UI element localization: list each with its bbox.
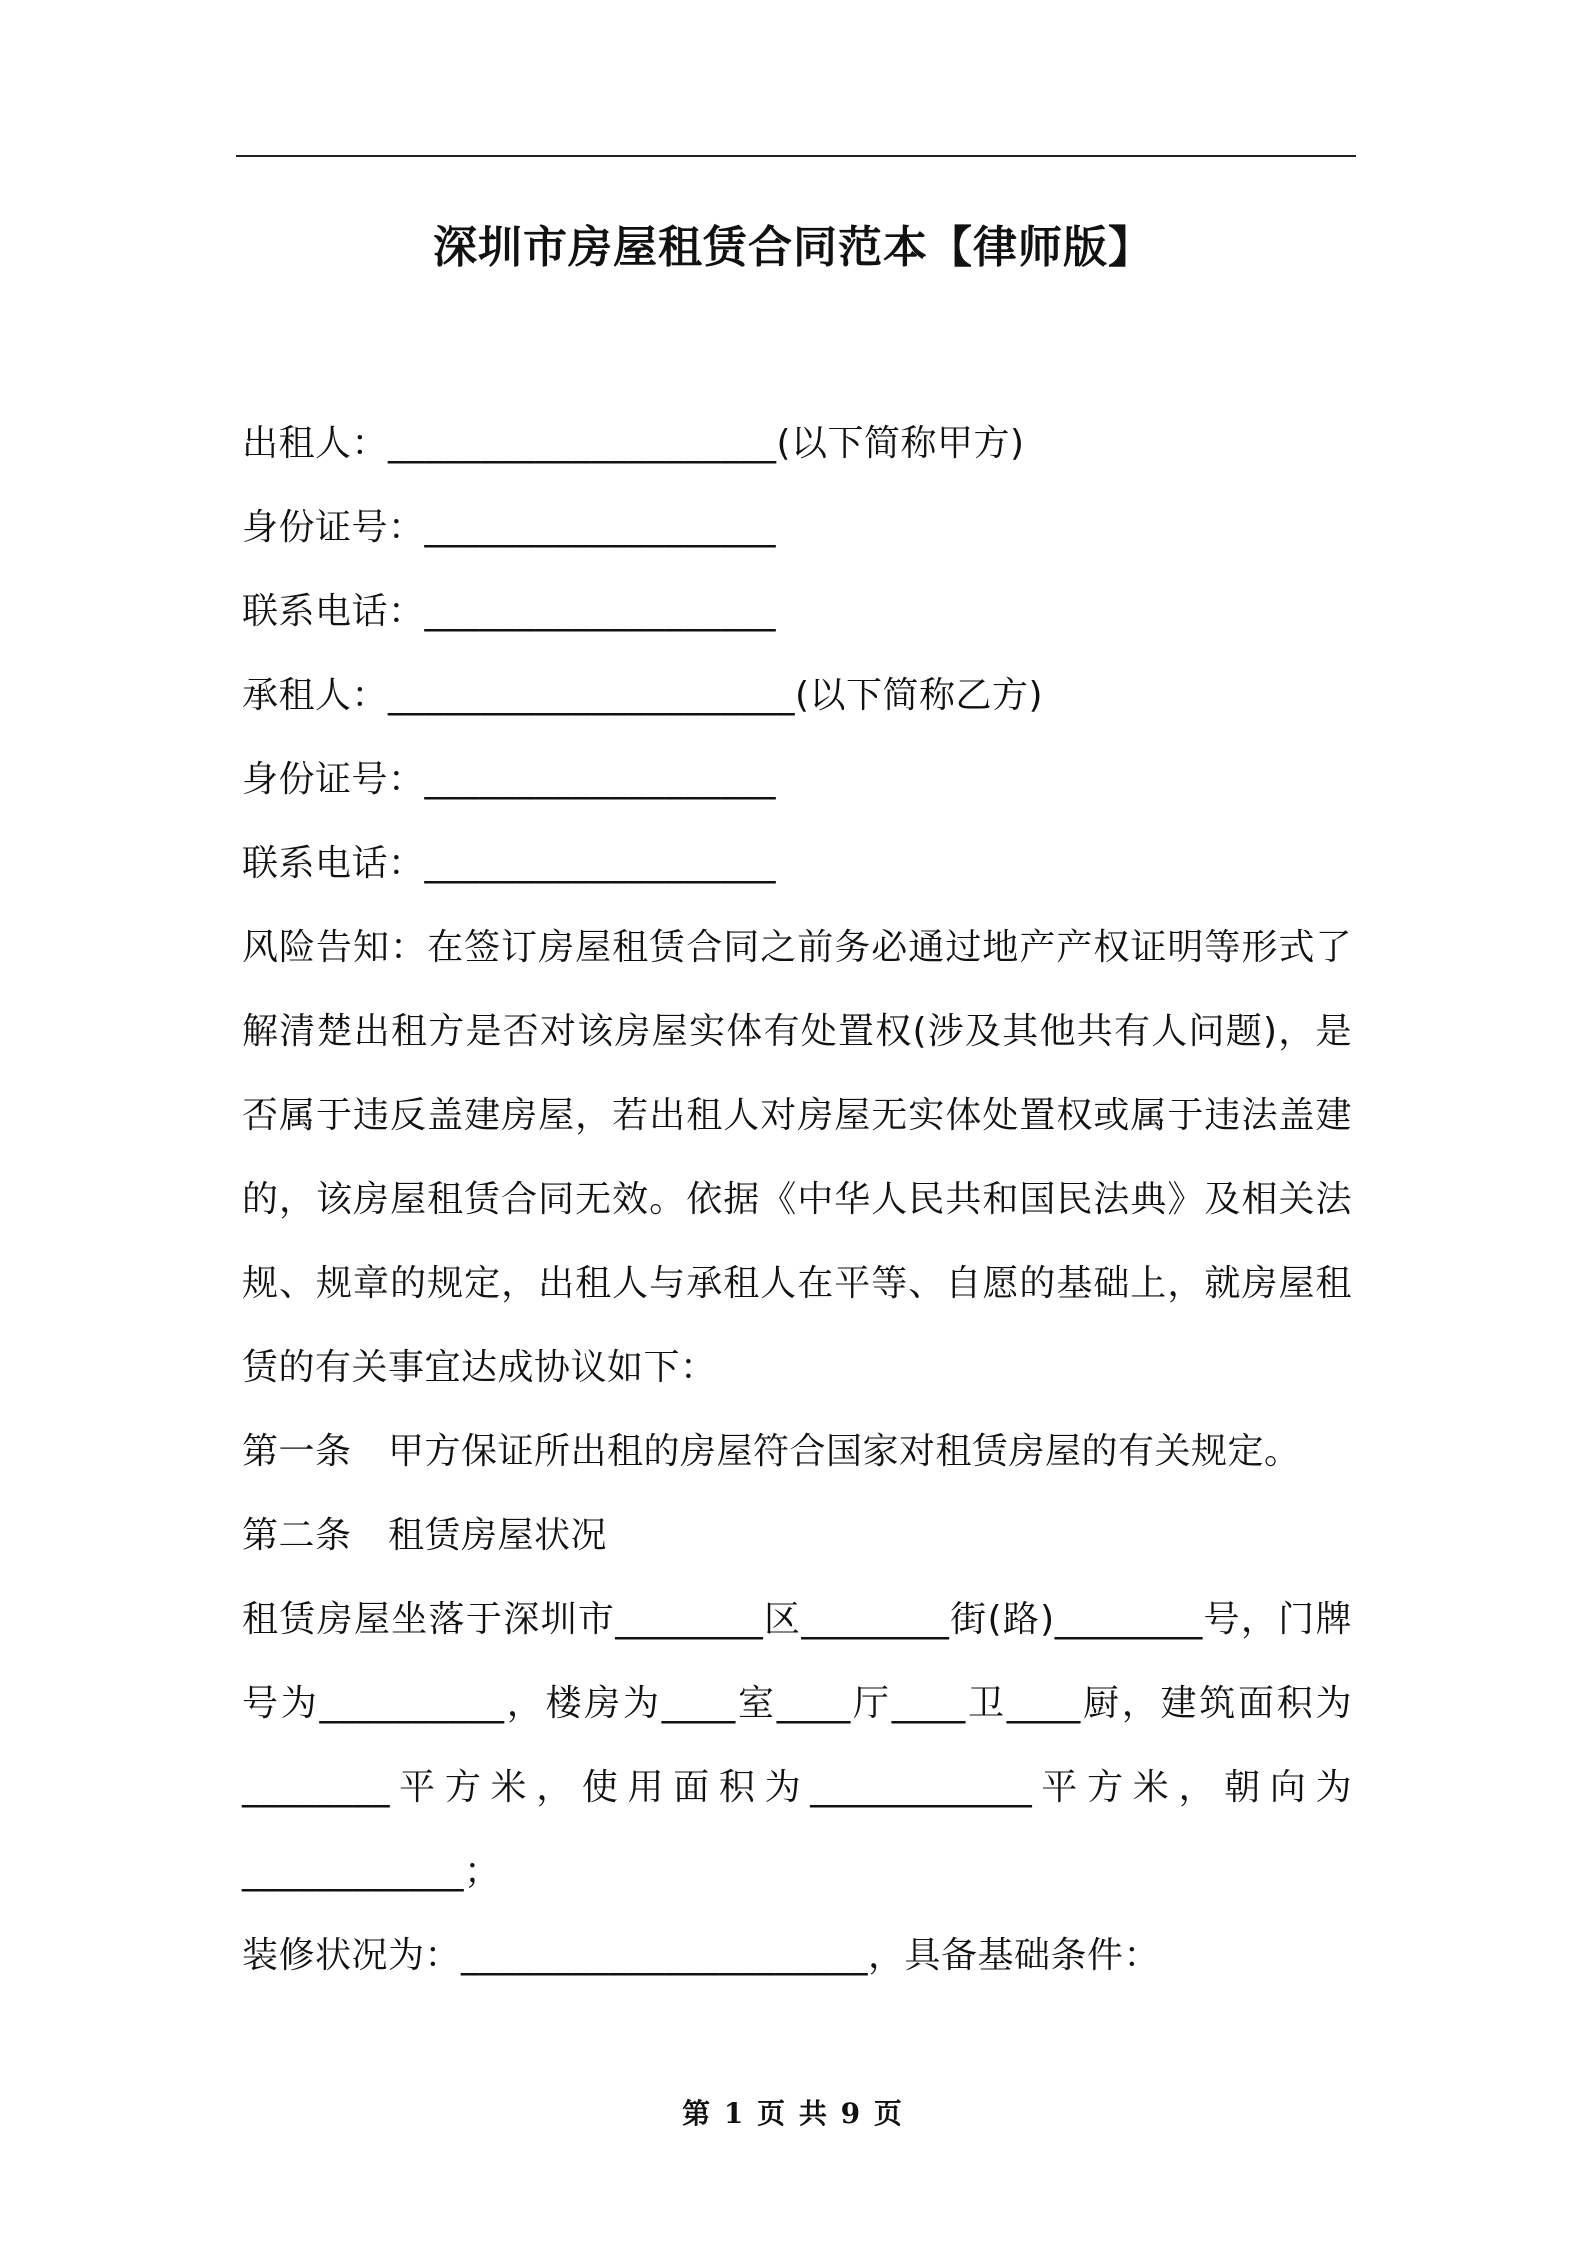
document-title: 深圳市房屋租赁合同范本【律师版】	[433, 222, 1153, 273]
lessee-id-line: 身份证号：___________________	[242, 759, 777, 800]
article-2-heading: 第二条 租赁房屋状况	[242, 1515, 608, 1556]
page-indicator: 第 1 页 共 9 页	[682, 2097, 904, 2130]
lessee-phone-line: 联系电话：___________________	[242, 843, 777, 884]
lessee-name-line: 承租人：______________________(以下简称乙方)	[242, 675, 1044, 716]
risk-notice-paragraph: 风险告知：在签订房屋租赁合同之前务必通过地产产权证明等形式了解清楚出租方是否对该房屋实体有处置权(涉及其他共有人问题)，是否属于违反盖建房屋，若出租人对房屋无实体处置权或属于违法盖建的，该房屋租赁合同无效。依据《中华人民共和国民法典》及相关法规、规章的规定，出租人与承租人在平等、自愿的基础上，就房屋租赁的有关事宜达成协议如下：	[242, 927, 1352, 1388]
lessor-id-line: 身份证号：___________________	[242, 507, 777, 548]
decoration-line: 装修状况为：______________________，具备基础条件：	[242, 1935, 1161, 1976]
document-body	[242, 402, 1352, 1998]
house-location-paragraph: 租赁房屋坐落于深圳市________区________街(路)________号，门牌号为__________，楼房为____室____厅____卫____厨，建筑面积为________平方米，使用面积为____________平方米，朝向为____________；	[242, 1599, 1352, 1892]
lessor-name-line: 出租人：_____________________(以下简称甲方)	[242, 423, 1025, 464]
header-rule	[236, 155, 1356, 157]
article-1: 第一条 甲方保证所出租的房屋符合国家对租赁房屋的有关规定。	[242, 1431, 1301, 1472]
lessor-phone-line: 联系电话：___________________	[242, 591, 777, 632]
